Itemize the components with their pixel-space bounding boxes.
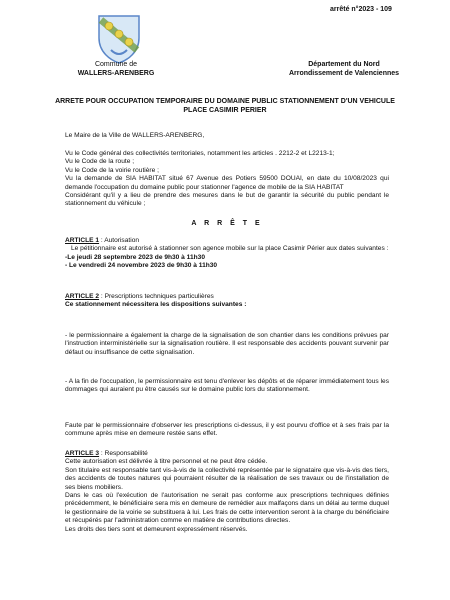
intro-text: Le Maire de la Ville de WALLERS-ARENBERG, (65, 132, 205, 139)
article-2-subtitle: Ce stationnement nécessitera les dispositions suivantes : (65, 301, 247, 309)
consideration-item: Vu le Code général des collectivités territoriales, notamment les articles . 2212-2 et L2213-1; (65, 150, 335, 157)
considerations (65, 150, 389, 209)
commune-name: WALLERS-ARENBERG (77, 70, 155, 77)
article-3-heading: ARTICLE 3 (65, 450, 100, 457)
consideration-item: Vu le Code de la voirie routière ; (65, 166, 159, 174)
article-2-item-2: - A la fin de l'occupation, le permissionnaire est tenu d'enlever les dépôts et de réparer immédiatement tous les dommages qui auraient pu être causés sur le domaine public lors du stationnement. (65, 378, 389, 394)
article-2-penalty: Faute par le permissionnaire d'observer les prescriptions ci-dessus, il y est pourvu d'office et à ses frais par la commune après mise en demeure restée sans effet. (65, 422, 389, 438)
consideration-item: Vu le Code de la route ; (65, 158, 135, 166)
title-line-1: ARRETE POUR OCCUPATION TEMPORAIRE DU DOMAINE PUBLIC STATIONNEMENT D'UN VEHICULE (55, 98, 395, 105)
article-3-line: Son titulaire est responsable tant vis-à-vis de la collectivité représentée par le signataire que vis-à-vis des tiers, des accidents de toutes natures qui pourraient résulter de la réalisation de ses travaux ou de l'installation de ses biens mobiliers. (65, 466, 389, 491)
arrete-heading: A R R Ê T E (191, 220, 263, 227)
title-line-2: PLACE CASIMIR PERIER (183, 107, 267, 114)
department-block (274, 60, 414, 78)
commune-label: Commune de (94, 61, 138, 68)
arrondissement-name: Arrondissement de Valenciennes (288, 70, 400, 77)
department-name: Département du Nord (308, 61, 380, 68)
article-3-line: Cette autorisation est délivrée à titre personnel et ne peut être cédée. (65, 458, 268, 466)
article-3-line: Dans le cas où l'exécution de l'autorisation ne serait pas conforme aux prescriptions techniques définies précédemment, le bénéficiaire sera mis en demeure de remédier aux malfaçons dans un délai au terme duquel le gestionnaire de la voirie se substituera à lui. Les frais de cette intervention seront à la charge du bénéficiaire et récupérés par l'administration comme en matière de contributions directes. (65, 492, 390, 525)
article-1-date: -Le jeudi 28 septembre 2023 de 9h30 à 11h30 (65, 253, 206, 261)
consideration-item: Vu la demande de SIA HABITAT situé 67 Avenue des Potiers 59500 DOUAI, en date du 10/08/2023 qui demande l'occupation du domaine public pour stationner l'agence de mobile de la SIA HABITAT (65, 175, 389, 191)
article-1-date: - Le vendredi 24 novembre 2023 de 9h30 à 11h30 (65, 262, 218, 270)
article-2-title: : Prescriptions techniques particulières (99, 293, 214, 300)
consideration-item: Considérant qu'il y a lieu de prendre des mesures dans le but de garantir la sécurité du public pendant le stationnement du véhicule ; (65, 192, 389, 208)
article-1-heading: ARTICLE 1 (65, 237, 100, 244)
commune-block (56, 60, 176, 78)
article-2-item-1: - le permissionnaire a également la charge de la signalisation de son chantier dans les conditions prévues par l'instruction interministérielle sur la signalisation routière. Il est responsable des accidents pouvant survenir par défaut ou insuffisance de cette signalisation. (65, 332, 389, 356)
article-1 (65, 237, 389, 271)
article-3-line: Les droits des tiers sont et demeurent expressément réservés. (65, 525, 248, 533)
coat-of-arms-icon (93, 10, 145, 65)
document-title (55, 97, 395, 115)
article-1-title: : Autorisation (99, 237, 140, 244)
article-2 (65, 293, 389, 310)
arrete-number: arrêté n°2023 - 109 (330, 6, 392, 13)
article-2-heading: ARTICLE 2 (65, 293, 100, 300)
article-3 (65, 450, 389, 534)
article-3-title: : Responsabilité (99, 450, 148, 457)
article-1-text: Le pétitionnaire est autorisé à stationner son agence mobile sur la place Casimir Périer aux dates suivantes : (71, 245, 389, 253)
